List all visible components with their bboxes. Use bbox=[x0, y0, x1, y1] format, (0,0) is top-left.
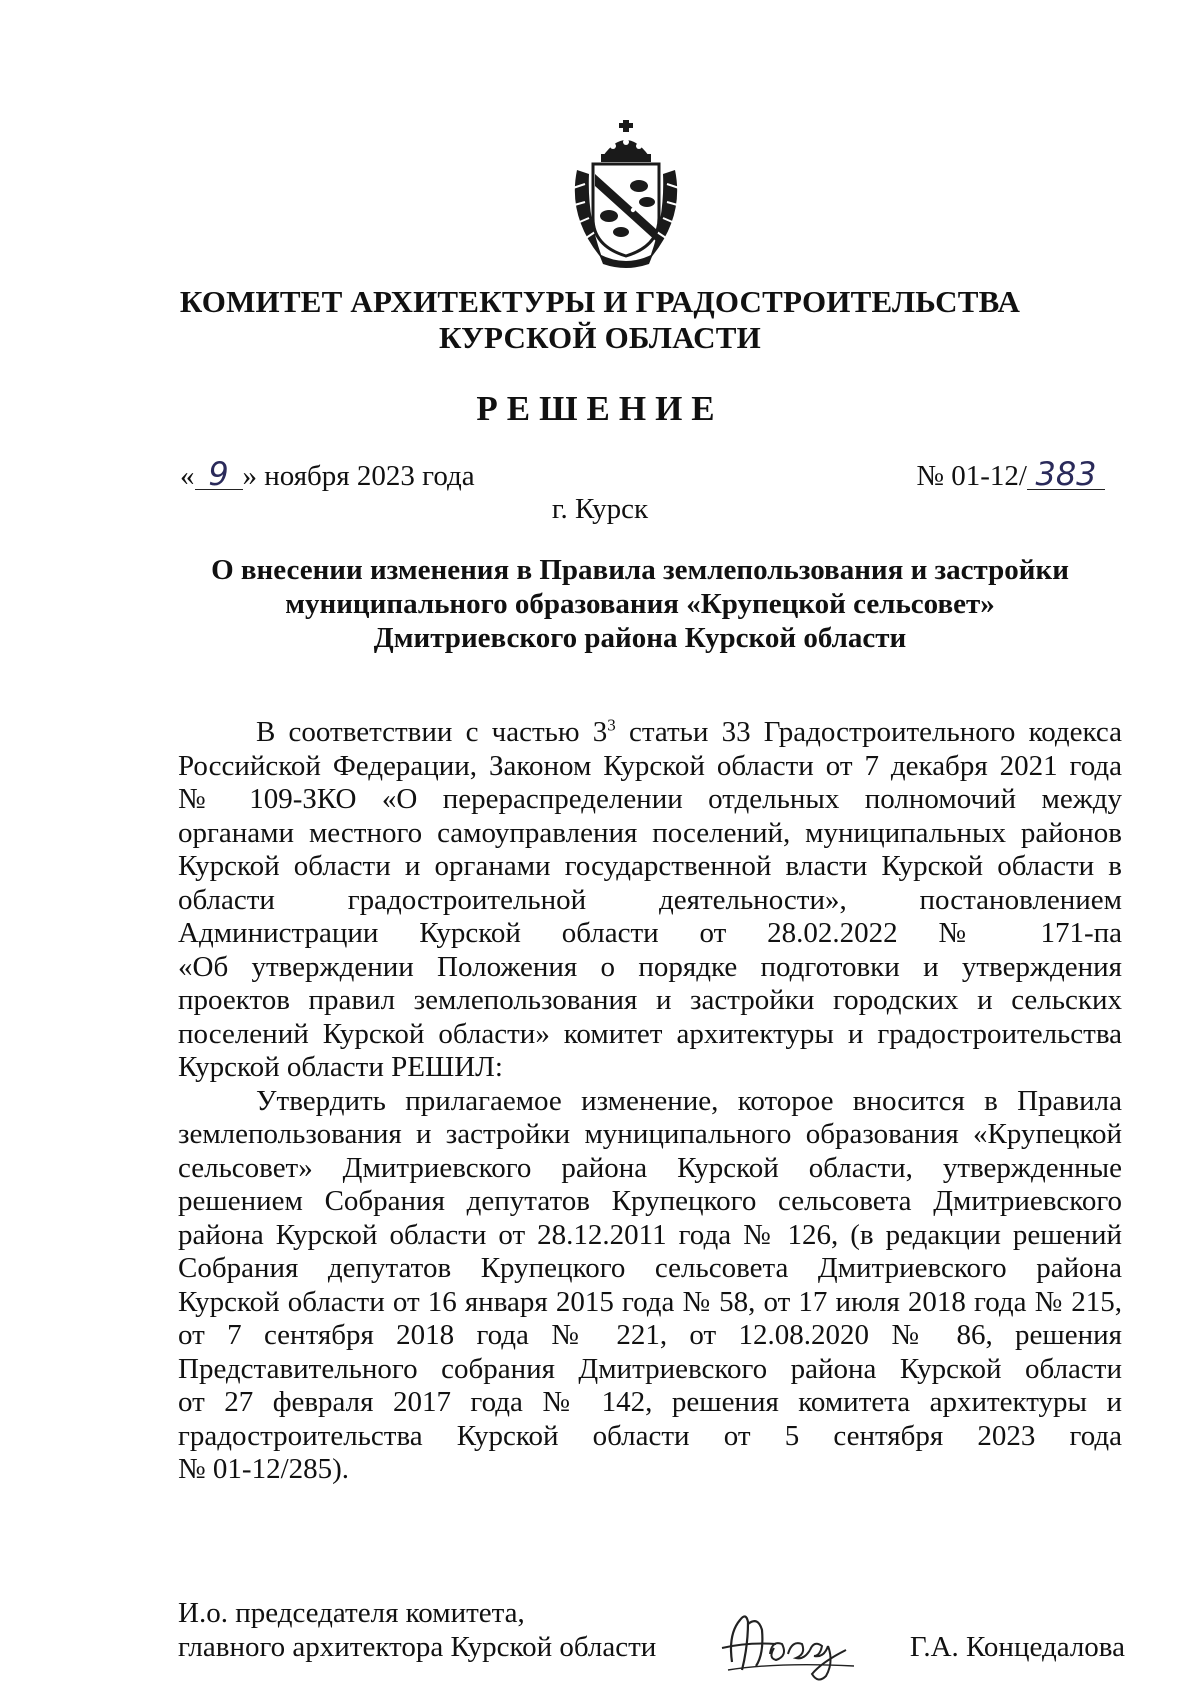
paragraph-2-line: сельсовет» Дмитриевского района Курской области, утвержденные bbox=[178, 1151, 1122, 1184]
paragraph-2-line: Утвердить прилагаемое изменение, которое вносится в Правила bbox=[256, 1084, 1122, 1117]
paragraph-2-last-line: № 01-12/285). bbox=[178, 1453, 350, 1485]
signer-position-line1: И.о. председателя комитета, bbox=[178, 1597, 525, 1629]
paragraph-1-line: поселений Курской области» комитет архитектуры и градостроительства bbox=[178, 1017, 1122, 1050]
paragraph-2-line: от 7 сентября 2018 года № 221, от 12.08.2020 № 86, решения bbox=[178, 1319, 1122, 1351]
paragraph-1-last-line: Курской области РЕШИЛ: bbox=[178, 1051, 503, 1083]
title-line: Дмитриевского района Курской области bbox=[373, 622, 907, 654]
signer-position-line2: главного архитектора Курской области bbox=[178, 1631, 657, 1663]
issue-city: г. Курск bbox=[551, 493, 649, 525]
paragraph-1-line bbox=[178, 716, 1122, 750]
superscript: 3 bbox=[607, 716, 616, 735]
title-line: О внесении изменения в Правила землепользования и застройки bbox=[211, 554, 1069, 586]
paragraph-2-line: градостроительства Курской области от 5 сентября 2023 года bbox=[178, 1419, 1122, 1452]
paragraph-1-line: Российской Федерации, Законом Курской области от 7 декабря 2021 года bbox=[178, 749, 1122, 782]
date-month-year: » ноября 2023 года bbox=[242, 460, 475, 492]
text-run: статьи 33 Градостроительного кодекса bbox=[615, 716, 1122, 748]
paragraph-2-line: района Курской области от 28.12.2011 года № 126, (в редакции решений bbox=[178, 1218, 1122, 1251]
signer-position bbox=[178, 1596, 656, 1664]
paragraph-2-line: Курской области от 16 января 2015 года № 58, от 17 июля 2018 года № 215, bbox=[178, 1285, 1122, 1318]
decision-number bbox=[916, 455, 1105, 494]
document-title bbox=[160, 553, 1120, 655]
kursk-coat-of-arms-icon bbox=[563, 118, 689, 268]
paragraph-1-line: № 109-ЗКО «О перераспределении отдельных полномочий между bbox=[178, 783, 1122, 815]
date-open-quote: « bbox=[180, 460, 195, 492]
paragraph-2-line: от 27 февраля 2017 года № 142, решения комитета архитектуры и bbox=[178, 1386, 1122, 1418]
organization-name-line2: КУРСКОЙ ОБЛАСТИ bbox=[439, 320, 761, 355]
document-type-heading: РЕШЕНИЕ bbox=[476, 389, 724, 428]
title-line: муниципального образования «Крупецкой сельсовет» bbox=[285, 588, 995, 620]
paragraph-2-line: землепользования и застройки муниципального образования «Крупецкой bbox=[178, 1118, 1122, 1150]
handwritten-signature bbox=[718, 1604, 858, 1684]
date-day-handwritten: 9 bbox=[195, 459, 243, 490]
number-prefix: № 01-12/ bbox=[916, 460, 1027, 492]
paragraph-1-line: «Об утверждении Положения о порядке подготовки и утверждения bbox=[178, 950, 1122, 983]
text-run: В соответствии с частью 3 bbox=[256, 716, 608, 748]
organization-name-line1: КОМИТЕТ АРХИТЕКТУРЫ И ГРАДОСТРОИТЕЛЬСТВА bbox=[179, 284, 1021, 319]
paragraph-1-line: Курской области и органами государственной власти Курской области в bbox=[178, 850, 1122, 882]
paragraph-1-line: области градостроительной деятельности», постановлением bbox=[178, 883, 1122, 916]
signer-name: Г.А. Концедалова bbox=[909, 1631, 1125, 1663]
document-body bbox=[178, 716, 1122, 1487]
paragraph-1-line: Администрации Курской области от 28.02.2022 № 171-па bbox=[178, 917, 1122, 949]
number-handwritten: 383 bbox=[1027, 459, 1105, 490]
paragraph-2-line: Собрания депутатов Крупецкого сельсовета Дмитриевского района bbox=[178, 1252, 1122, 1284]
paragraph-2-line: Представительного собрания Дмитриевского района Курской области bbox=[178, 1352, 1122, 1385]
paragraph-1-line: органами местного самоуправления поселений, муниципальных районов bbox=[178, 816, 1122, 849]
decision-date bbox=[180, 455, 475, 494]
paragraph-2-line: решением Собрания депутатов Крупецкого сельсовета Дмитриевского bbox=[178, 1185, 1122, 1217]
paragraph-1-line: проектов правил землепользования и застройки городских и сельских bbox=[178, 984, 1122, 1016]
